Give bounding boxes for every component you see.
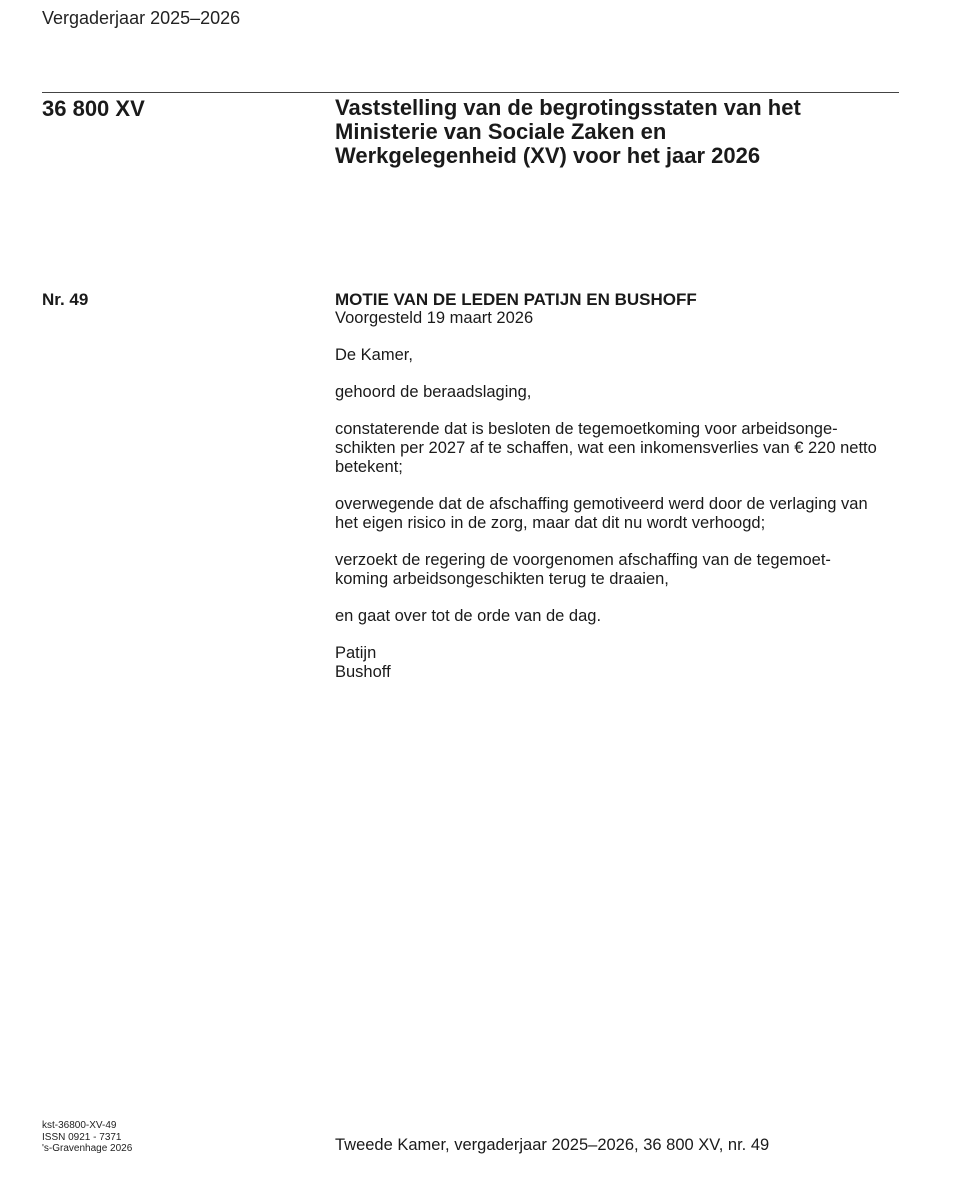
header-rule	[42, 92, 899, 93]
paragraph-whereas	[335, 495, 900, 533]
signers	[335, 644, 900, 682]
addressee: De Kamer,	[335, 346, 413, 364]
paragraph-request	[335, 551, 900, 589]
document-number: Nr. 49	[42, 290, 89, 309]
dossier-title	[335, 96, 895, 168]
paragraph-line: en gaat over tot de orde van de dag.	[335, 607, 602, 625]
session-year: Vergaderjaar 2025–2026	[42, 8, 241, 28]
dossier-title-line: Ministerie van Sociale Zaken en	[335, 119, 667, 144]
colophon	[42, 1120, 132, 1155]
paragraph-line: het eigen risico in de zorg, maar dat dit nu wordt verhoogd;	[335, 514, 766, 532]
paragraph-line: constaterende dat is besloten de tegemoetkoming voor arbeidsonge-	[335, 420, 838, 438]
proposed-date: Voorgesteld 19 maart 2026	[335, 309, 534, 327]
colophon-line: 's-Gravenhage 2026	[42, 1143, 133, 1154]
paragraph-line: verzoekt de regering de voorgenomen afschaffing van de tegemoet-	[335, 551, 831, 569]
paragraph-line: overwegende dat de afschaffing gemotiveerd werd door de verlaging van	[335, 495, 868, 513]
colophon-line: kst-36800-XV-49	[42, 1120, 117, 1131]
paragraph-line: koming arbeidsongeschikten terug te draaien,	[335, 570, 669, 588]
motion-heading: MOTIE VAN DE LEDEN PATIJN EN BUSHOFF	[335, 290, 697, 309]
signer-name: Bushoff	[335, 663, 391, 681]
paragraph-heard	[335, 383, 900, 402]
dossier-number: 36 800 XV	[42, 96, 145, 121]
paragraph-line: betekent;	[335, 458, 403, 476]
signer-name: Patijn	[335, 644, 377, 662]
paragraph-closing	[335, 607, 900, 626]
dossier-title-line: Vaststelling van de begrotingsstaten van het	[335, 95, 801, 120]
footer-reference: Tweede Kamer, vergaderjaar 2025–2026, 36 800 XV, nr. 49	[335, 1136, 770, 1154]
colophon-line: ISSN 0921 - 7371	[42, 1131, 122, 1143]
paragraph-considering	[335, 420, 900, 477]
dossier-title-line: Werkgelegenheid (XV) voor het jaar 2026	[335, 143, 761, 168]
motion-body	[335, 290, 900, 682]
paragraph-line: gehoord de beraadslaging,	[335, 383, 532, 401]
paragraph-line: schikten per 2027 af te schaffen, wat een inkomensverlies van € 220 netto	[335, 439, 877, 457]
